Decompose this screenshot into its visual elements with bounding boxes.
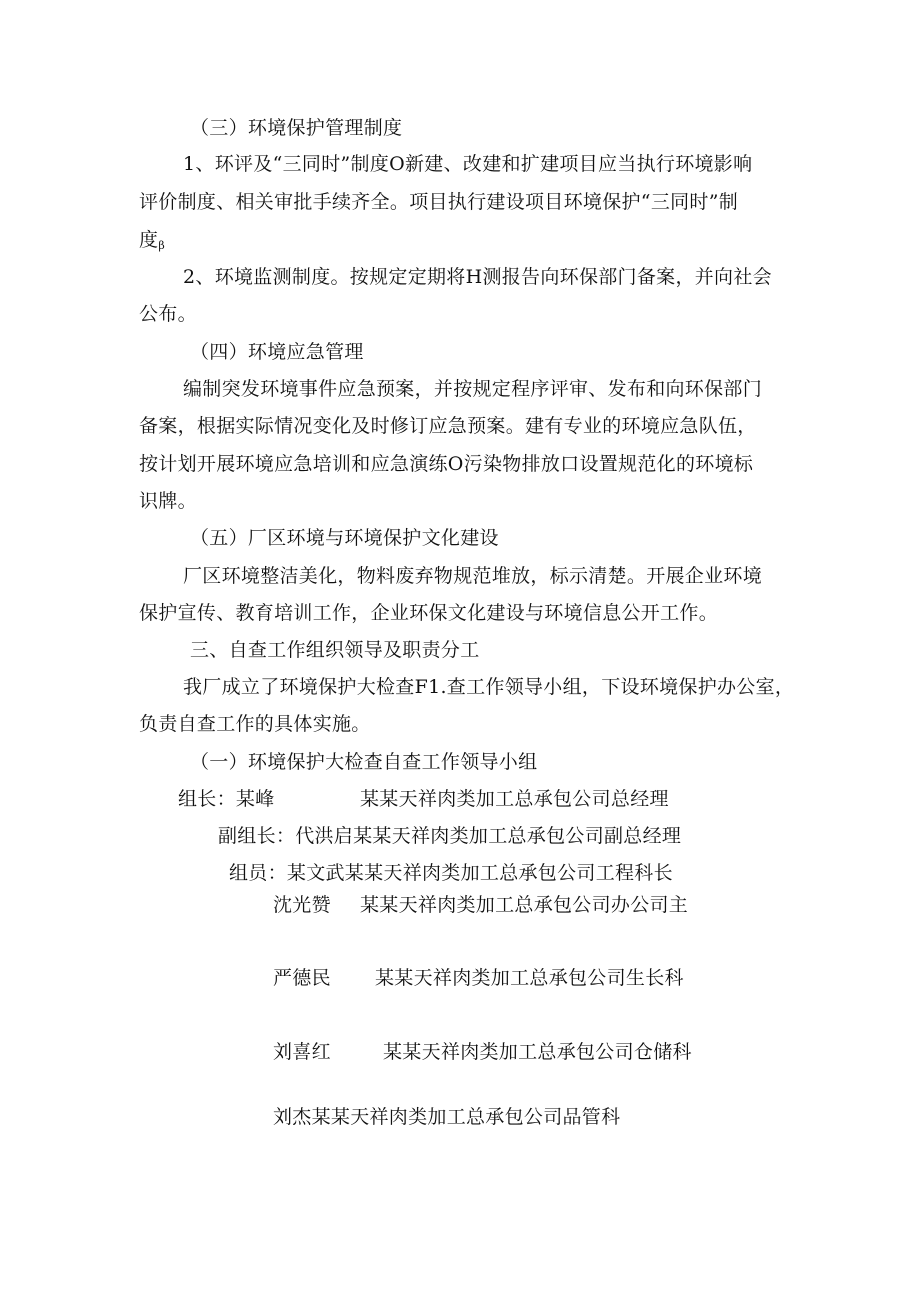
paragraph-line: 评价制度、相关审批手续齐全。项目执行建设项目环境保护“三同时”制: [139, 191, 739, 213]
paragraph-line: 备案，根据实际情况变化及时修订应急预案。建有专业的环境应急队伍，: [139, 415, 757, 437]
roster-deputy: 副组长：代洪启某某天祥肉类加工总承包公司副总经理: [218, 825, 682, 847]
part-3-heading: 三、自查工作组织领导及职责分工: [190, 639, 480, 661]
paragraph-line: 我厂成立了环境保护大检查F1.查工作领导小组，下设环境保护办公室，: [183, 676, 795, 698]
paragraph-line: 编制突发环境事件应急预案，并按规定程序评审、发布和向环保部门: [183, 378, 763, 400]
subscript-mark: β: [158, 239, 165, 252]
subsection-1-heading: （一）环境保护大检查自查工作领导小组: [190, 751, 538, 773]
section-4-heading: （四）环境应急管理: [190, 341, 364, 363]
section-5-heading: （五）厂区环境与环境保护文化建设: [190, 527, 499, 549]
roster-leader-role: 某某天祥肉类加工总承包公司总经理: [360, 788, 669, 810]
paragraph-line: 识牌。: [139, 490, 197, 512]
roster-member-role: 某某天祥肉类加工总承包公司办公司主: [360, 894, 689, 916]
roster-member-name: 沈光赞: [273, 894, 331, 916]
paragraph-text: 度: [139, 229, 159, 251]
roster-member-role: 某某天祥肉类加工总承包公司仓储科: [383, 1041, 692, 1063]
paragraph-line: [139, 228, 165, 258]
paragraph-line: 公布。: [139, 303, 197, 325]
roster-member-role: 某某天祥肉类加工总承包公司生长科: [375, 967, 684, 989]
roster-member: 组员：某文武某某天祥肉类加工总承包公司工程科长: [229, 862, 673, 884]
paragraph-line: 负责自查工作的具体实施。: [139, 713, 371, 735]
section-3-heading: （三）环境保护管理制度: [190, 117, 403, 139]
roster-leader-label: 组长：某峰: [178, 788, 275, 810]
paragraph-line: 保护宣传、教育培训工作，企业环保文化建设与环境信息公开工作。: [139, 602, 719, 624]
paragraph-line: 2、环境监测制度。按规定定期将H测报告向环保部门备案，并向社会: [183, 266, 772, 288]
paragraph-line: 厂区环境整洁美化，物料废弃物规范堆放，标示清楚。开展企业环境: [183, 565, 763, 587]
roster-member: 刘杰某某天祥肉类加工总承包公司品管科: [273, 1106, 621, 1128]
paragraph-line: 1、环评及“三同时”制度O新建、改建和扩建项目应当执行环境影响: [183, 153, 753, 175]
roster-member-name: 刘喜红: [273, 1041, 331, 1063]
paragraph-line: 按计划开展环境应急培训和应急演练O污染物排放口设置规范化的环境标: [139, 453, 754, 475]
roster-member-name: 严德民: [273, 967, 331, 989]
